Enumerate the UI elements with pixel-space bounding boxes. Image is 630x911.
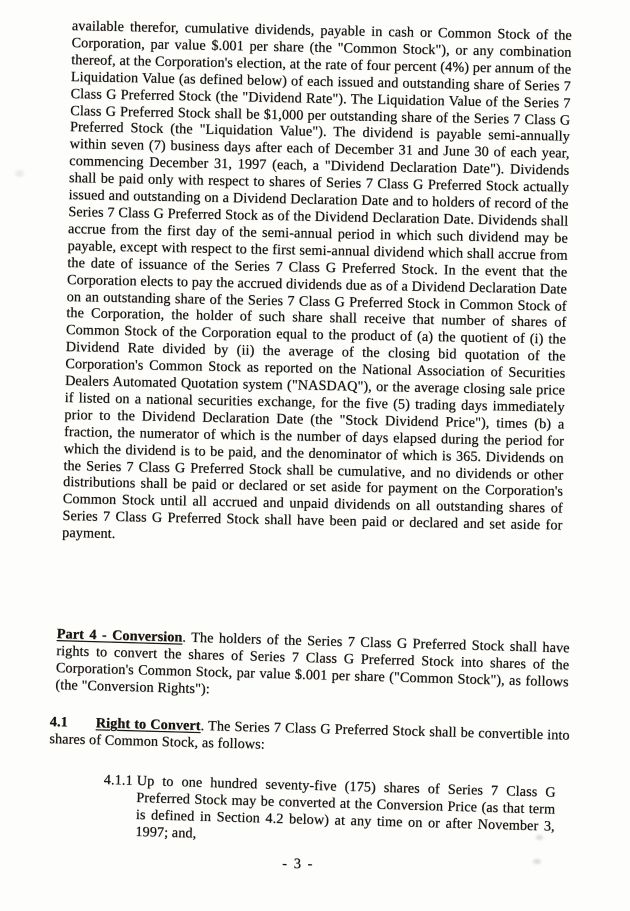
section-4-1-heading: Right to Convert: [95, 715, 201, 734]
section-4-1: [49, 714, 570, 761]
section-4-1-body: . The Series 7 Class G Preferred Stock shall be convertible into shares of Common Stock, as follows:: [49, 717, 570, 753]
paragraph-dividends: available therefor, cumulative dividends, payable in cash or Common Stock of the Corporation, par value $.001 per share (the "Common Stock"), or any combination thereof, at the Corporation's election, at the rate of four percent (4%) per annum of the Liquidation Value (as defined below) of each issued and outstanding share of Series 7 Class G Preferred Stock (the "Dividend Rate"). The Liquidation Value of the Series 7 Class G Preferred Stock shall be $1,000 per outstanding share of the Series 7 Class G Preferred Stock (the "Liquidation Value"). The dividend is payable semi-annually within seven (7) business days after each of December 31 and June 30 of each year, commencing December 31, 1997 (each, a "Dividend Declaration Date"). Dividends shall be paid only with respect to shares of Series 7 Class G Preferred Stock actually issued and outstanding on a Dividend Declaration Date and to holders of record of the Series 7 Class G Preferred Stock as of the Dividend Declaration Date. Dividends shall accrue from the first day of the semi-annual period in which such dividend may be payable, except with respect to the first semi-annual dividend which shall accrue from the date of issuance of the Series 7 Class G Preferred Stock. In the event that the Corporation elects to pay the accrued dividends due as of a Dividend Declaration Date on an outstanding share of the Series 7 Class G Preferred Stock in Common Stock of the Corporation, the holder of such share shall receive that number of shares of Common Stock of the Corporation equal to the product of (a) the quotient of (i) the Dividend Rate divided by (ii) the average of the closing bid quotation of the Corporation's Common Stock as reported on the National Association of Securities Dealers Automated Quotation system ("NASDAQ"), or the average closing sale price if listed on a national securities exchange, for the five (5) trading days immediately prior to the Dividend Declaration Date (the "Stock Dividend Price"), times (b) a fraction, the numerator of which is the number of days elapsed during the period for which the dividend is to be paid, and the denominator of which is 365. Dividends on the Series 7 Class G Preferred Stock shall be cumulative, and no dividends or other distributions shall be paid or declared or set aside for payment on the Corporation's Common Stock until all accrued and unpaid dividends on all outstanding shares of Series 7 Class G Preferred Stock shall have been paid or declared and set aside for payment.: [61, 18, 572, 543]
part4-body: . The holders of the Series 7 Class G Preferred Stock shall have rights to convert the shares of Series 7 Class G Preferred Stock into shares of the Corporation's Common Stock, par value $.001 per share ("Common Stock"), as follows (the "Conversion Rights"):: [55, 629, 570, 698]
scan-smudge: [533, 859, 541, 864]
page-number: - 3 -: [282, 855, 314, 873]
scan-smudge: [536, 835, 543, 840]
section-4-1-number: 4.1: [49, 714, 69, 731]
section-4-1-1: [102, 772, 556, 852]
part4-heading: Part 4 - Conversion: [56, 626, 183, 646]
paragraph-part4-conversion: [55, 626, 570, 708]
section-4-1-1-body: Up to one hundred seventy-five (175) shares of Series 7 Class G Preferred Stock may be converted at the Conversion Price (as that term is defined in Section 4.2 below) at any time on or after November 3, 1997; and,: [135, 772, 556, 842]
section-4-1-1-number: 4.1.1: [103, 772, 133, 789]
scan-smudge: [15, 170, 24, 177]
